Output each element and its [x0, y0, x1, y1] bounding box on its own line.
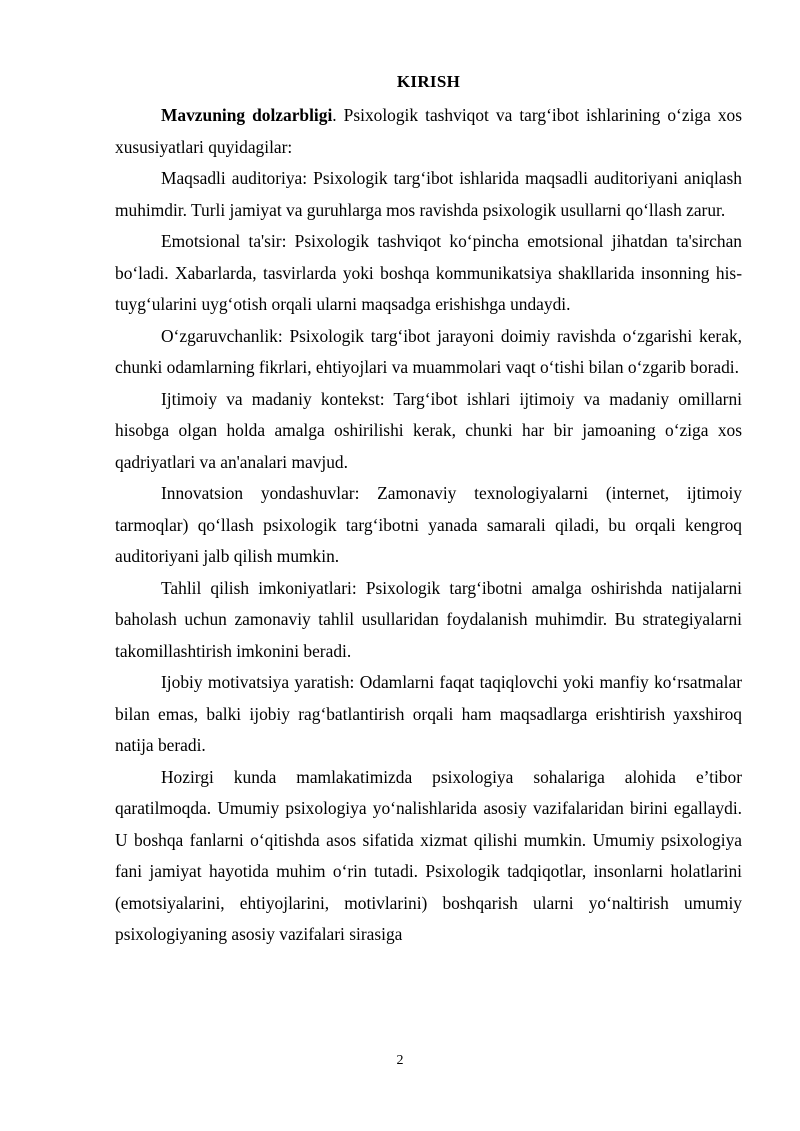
paragraph-current-state: Hozirgi kunda mamlakatimizda psixologiya sohalariga alohida e’tibor qaratilmoqda. Umumiy psixologiya yo‘nalishlarida asosiy vazifalaridan birini egallaydi. U boshqa fanlarni o‘qitishda asos sifatida xizmat qilishi mumkin. Umumiy psixologiya fani jamiyat hayotida muhim o‘rin tutadi. Psixologik tadqiqotlar, insonlarni holatlarini (emotsiyalarini, ehtiyojlarini, motivlarini) boshqarish ularni yo‘naltirish umumiy psixologiyaning asosiy vazifalari sirasiga — [115, 766, 742, 944]
paragraph-analysis-capabilities: Tahlil qilish imkoniyatlari: Psixologik targ‘ibotni amalga oshirishda natijalarni baholash uchun zamonaviy tahlil usullaridan foydalanish muhimdir. Bu strategiyalarni takomillashtirish imkonini beradi. — [115, 577, 742, 661]
page-number: 2 — [396, 1053, 404, 1068]
paragraph-positive-motivation: Ijobiy motivatsiya yaratish: Odamlarni faqat taqiqlovchi yoki manfiy ko‘rsatmalar bilan emas, balki ijobiy rag‘batlantirish orqali ham maqsadlarga erishtirish yaxshiroq natija beradi. — [115, 672, 742, 755]
paragraph-target-audience: Maqsadli auditoriya: Psixologik targ‘ibot ishlarida maqsadli auditoriyani aniqlash muhimdir. Turli jamiyat va guruhlarga mos ravishda psixologik usullarni qo‘llash zarur. — [115, 168, 742, 220]
paragraph-social-cultural-context: Ijtimoiy va madaniy kontekst: Targ‘ibot ishlari ijtimoiy va madaniy omillarni hisobga olgan holda amalga oshirilishi kerak, chunki har bir jamoaning o‘ziga xos qadriyatlari va an'analari mavjud. — [115, 388, 742, 472]
intro-bold-lead: Mavzuning dolzarbligi — [161, 105, 333, 125]
paragraph-emotional-impact: Emotsional ta'sir: Psixologik tashviqot ko‘pincha emotsional jihatdan ta'sirchan bo‘ladi. Xabarlarda, tasvirlarda yoki boshqa kommunikatsiya shakllarida insonning his-tuyg‘ularini uyg‘otish orqali ularni maqsadga erishishga undaydi. — [115, 231, 742, 314]
intro-paragraph — [115, 100, 742, 163]
document-page — [115, 72, 742, 951]
intro-text: . Psixologik tashviqot va targ‘ibot ishlarining o‘ziga xos xususiyatlari quyidagilar: — [115, 105, 743, 157]
paragraph-innovative-approaches: Innovatsion yondashuvlar: Zamonaviy texnologiyalarni (internet, ijtimoiy tarmoqlar) qo‘llash psixologik targ‘ibotni yanada samarali qiladi, bu orqali kengroq auditoriyani jalb qilish mumkin. — [115, 483, 742, 566]
section-title: KIRISH — [396, 72, 461, 91]
paragraph-variability: O‘zgaruvchanlik: Psixologik targ‘ibot jarayoni doimiy ravishda o‘zgarishi kerak, chunki odamlarning fikrlari, ehtiyojlari va muammolari vaqt o‘tishi bilan o‘zgarib boradi. — [115, 325, 742, 377]
